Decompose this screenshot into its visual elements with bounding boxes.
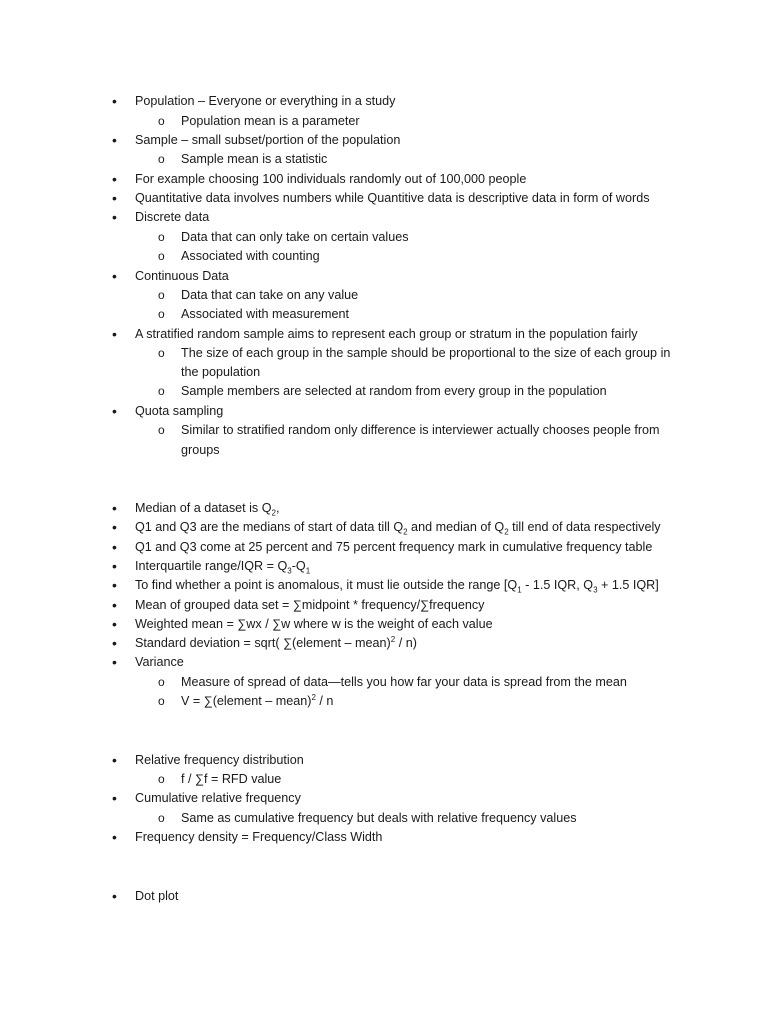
sub-bullet: o — [158, 114, 165, 128]
sub-bullet: o — [158, 346, 165, 360]
bullet: • — [112, 268, 117, 284]
sub-bullet: o — [158, 152, 165, 166]
list-item-text: Median of a dataset is $Q_2$, — [135, 501, 280, 518]
sub-item-text: Data that can only take on certain values — [181, 230, 409, 244]
bullet: • — [112, 888, 117, 904]
list-item-text: To find whether a point is anomalous, it must lie outside the range [$Q_1 - 1.5$ IQR, $Q_3 + 1.5$ IQR] — [135, 578, 659, 595]
bullet: • — [112, 616, 117, 632]
bullet: • — [112, 190, 117, 206]
sub-item-text: Associated with counting — [181, 249, 320, 263]
bullet: • — [112, 500, 117, 516]
sub-item-text: V = ∑(element – mean)$^2$ / n — [181, 692, 334, 708]
bullet: • — [112, 403, 117, 419]
list-item-text: Q1 and Q3 are the medians of start of data till $Q_2$ and median of $Q_2$ till end of data respectively — [135, 520, 661, 537]
sub-item-text: Sample members are selected at random from every group in the population — [181, 384, 607, 398]
list-item-text: Standard deviation = sqrt( ∑(element – mean)$^2$ / n) — [135, 634, 417, 650]
list-item-text: Quantitative data involves numbers while Quantitive data is descriptive data in form of words — [135, 191, 650, 205]
sub-bullet: o — [158, 675, 165, 689]
bullet: • — [112, 539, 117, 555]
list-item-text: Mean of grouped data set = ∑midpoint * frequency/∑frequency — [135, 598, 485, 612]
list-item-text: Interquartile range/IQR = $Q_3-Q_1$ — [135, 559, 311, 576]
sub-bullet: o — [158, 811, 165, 825]
list-item-text: Dot plot — [135, 889, 179, 903]
sub-item-text: groups — [181, 443, 220, 457]
sub-item-text: The size of each group in the sample should be proportional to the size of each group in — [181, 346, 671, 360]
sub-bullet: o — [158, 288, 165, 302]
sub-bullet: o — [158, 307, 165, 321]
sub-bullet: o — [158, 694, 165, 708]
sub-bullet: o — [158, 249, 165, 263]
list-item-text: For example choosing 100 individuals randomly out of 100,000 people — [135, 172, 527, 186]
sub-bullet: o — [158, 423, 165, 437]
list-item-text: Relative frequency distribution — [135, 753, 304, 767]
sub-bullet: o — [158, 772, 165, 786]
bullet: • — [112, 519, 117, 535]
sub-item-text: Measure of spread of data—tells you how far your data is spread from the mean — [181, 675, 627, 689]
bullet: • — [112, 558, 117, 574]
bullet: • — [112, 577, 117, 593]
list-item-text: Population – Everyone or everything in a study — [135, 94, 396, 108]
sub-item-text: the population — [181, 365, 261, 379]
list-item-text: Discrete data — [135, 210, 210, 224]
sub-item-text: f / ∑f = RFD value — [181, 772, 282, 786]
list-item-text: Variance — [135, 655, 184, 669]
bullet: • — [112, 326, 117, 342]
list-item-text: Weighted mean = ∑wx / ∑w where w is the weight of each value — [135, 617, 493, 631]
bullet: • — [112, 654, 117, 670]
bullet: • — [112, 171, 117, 187]
sub-item-text: Associated with measurement — [181, 307, 349, 321]
sub-item-text: Similar to stratified random only difference is interviewer actually chooses people from — [181, 423, 660, 437]
list-item-text: Frequency density = Frequency/Class Width — [135, 830, 383, 844]
bullet: • — [112, 209, 117, 225]
sub-bullet: o — [158, 384, 165, 398]
bullet: • — [112, 132, 117, 148]
list-item-text: Sample – small subset/portion of the population — [135, 133, 401, 147]
bullet: • — [112, 597, 117, 613]
list-item-text: Q1 and Q3 come at 25 percent and 75 percent frequency mark in cumulative frequency table — [135, 540, 653, 554]
bullet: • — [112, 752, 117, 768]
sub-item-text: Population mean is a parameter — [181, 114, 360, 128]
list-item-text: Cumulative relative frequency — [135, 791, 301, 805]
sub-item-text: Same as cumulative frequency but deals with relative frequency values — [181, 811, 577, 825]
sub-item-text: Sample mean is a statistic — [181, 152, 328, 166]
sub-item-text: Data that can take on any value — [181, 288, 359, 302]
bullet: • — [112, 93, 117, 109]
list-item-text: Quota sampling — [135, 404, 224, 418]
sub-bullet: o — [158, 230, 165, 244]
list-item-text: A stratified random sample aims to represent each group or stratum in the population fairly — [135, 327, 638, 341]
list-item-text: Continuous Data — [135, 269, 229, 283]
bullet: • — [112, 790, 117, 806]
bullet: • — [112, 635, 117, 651]
bullet: • — [112, 829, 117, 845]
